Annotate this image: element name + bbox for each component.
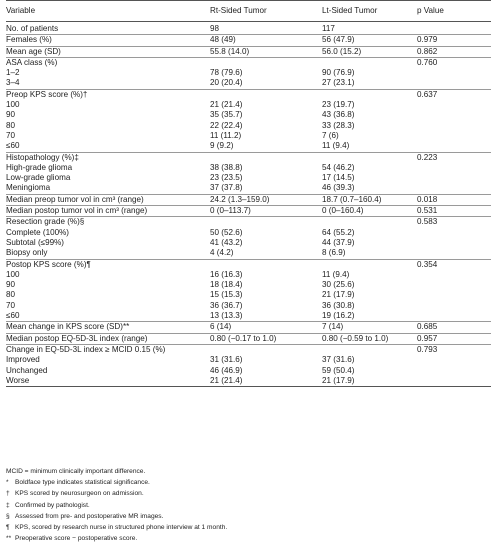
rt-sided-value: 0.80 (−0.17 to 1.0) bbox=[210, 333, 322, 344]
lt-sided-value: 64 (55.2) bbox=[322, 227, 355, 237]
lt-sided-value: 56 (47.9) bbox=[322, 35, 417, 46]
p-value: 0.531 bbox=[417, 206, 491, 217]
row-label: 80 bbox=[6, 290, 16, 300]
data-table bbox=[6, 0, 491, 387]
lt-sided-value: 90 (76.9) bbox=[322, 68, 355, 78]
table-row bbox=[6, 280, 491, 290]
rt-sided-value: 98 bbox=[210, 24, 220, 33]
header-lt-sided: Lt-Sided Tumor bbox=[322, 1, 417, 22]
row-label: 3–4 bbox=[6, 78, 20, 88]
p-value: 0.685 bbox=[417, 322, 491, 333]
table-row bbox=[6, 228, 491, 238]
rt-sided-value bbox=[210, 259, 322, 270]
row-label: Median preop tumor vol in cm³ (range) bbox=[6, 194, 210, 205]
row-label: Unchanged bbox=[6, 365, 48, 375]
rt-sided-value: 36 (36.7) bbox=[210, 300, 243, 310]
rt-sided-value: 21 (21.4) bbox=[210, 376, 322, 387]
footnote-symbol: ** bbox=[6, 535, 12, 543]
footnote-symbol: * bbox=[6, 479, 9, 487]
p-value bbox=[417, 173, 491, 183]
table-row bbox=[6, 355, 491, 365]
lt-sided-value bbox=[322, 217, 417, 228]
p-value: 0.354 bbox=[417, 259, 491, 270]
rt-sided-value: 11 (11.2) bbox=[210, 130, 242, 140]
rt-sided-value: 41 (43.2) bbox=[210, 237, 243, 247]
rt-sided-value: 31 (31.6) bbox=[210, 355, 243, 365]
footnote-line bbox=[6, 466, 227, 477]
rt-sided-value: 50 (52.6) bbox=[210, 227, 243, 237]
p-value bbox=[417, 121, 491, 131]
p-value: 0.760 bbox=[417, 57, 491, 68]
footnote-symbol: † bbox=[6, 490, 10, 498]
p-value: 0.223 bbox=[417, 152, 491, 163]
lt-sided-value: 0.80 (−0.59 to 1.0) bbox=[322, 333, 417, 344]
rt-sided-value: 55.8 (14.0) bbox=[210, 46, 322, 57]
row-label: ≤60 bbox=[6, 141, 20, 151]
table-row bbox=[6, 152, 491, 163]
header-p-value: p Value bbox=[417, 1, 491, 22]
footnote-text: KPS, scored by research nurse in structured phone interview at 1 month. bbox=[15, 524, 228, 532]
table-row bbox=[6, 259, 491, 270]
row-label: ≤60 bbox=[6, 311, 20, 321]
p-value bbox=[417, 78, 491, 89]
rt-sided-value: 23 (23.5) bbox=[210, 173, 243, 183]
table-row bbox=[6, 163, 491, 173]
lt-sided-value: 7 (14) bbox=[322, 322, 417, 333]
lt-sided-value: 59 (50.4) bbox=[322, 365, 355, 375]
lt-sided-value: 30 (25.6) bbox=[322, 280, 355, 290]
row-label: 100 bbox=[6, 100, 20, 110]
p-value bbox=[417, 183, 491, 194]
table-row bbox=[6, 206, 491, 217]
row-label: High-grade glioma bbox=[6, 162, 73, 172]
p-value bbox=[417, 270, 491, 280]
row-label: 1–2 bbox=[6, 68, 20, 78]
lt-sided-value: 44 (37.9) bbox=[322, 237, 355, 247]
lt-sided-value: 54 (46.2) bbox=[322, 162, 355, 172]
table-row bbox=[6, 131, 491, 141]
lt-sided-value: 19 (16.2) bbox=[322, 311, 355, 321]
row-label: Median postop EQ-5D-3L index (range) bbox=[6, 333, 210, 344]
p-value bbox=[417, 22, 491, 35]
lt-sided-value: 43 (36.8) bbox=[322, 110, 355, 120]
table-row bbox=[6, 173, 491, 183]
row-label: Postop KPS score (%)¶ bbox=[6, 259, 210, 270]
table-row bbox=[6, 78, 491, 89]
lt-sided-value: 46 (39.3) bbox=[322, 183, 355, 193]
header-variable: Variable bbox=[6, 1, 210, 22]
footnote-line bbox=[6, 500, 227, 511]
lt-sided-value: 36 (30.8) bbox=[322, 300, 355, 310]
footnote-symbol: ¶ bbox=[6, 524, 10, 532]
rt-sided-value: 4 (4.2) bbox=[210, 248, 234, 258]
table-row bbox=[6, 290, 491, 300]
rt-sided-value: 35 (35.7) bbox=[210, 110, 243, 120]
header-row bbox=[6, 1, 491, 22]
row-label: Mean age (SD) bbox=[6, 46, 210, 57]
row-label: Biopsy only bbox=[6, 248, 48, 258]
table-row bbox=[6, 366, 491, 376]
p-value bbox=[417, 290, 491, 300]
table-row bbox=[6, 194, 491, 205]
table-row bbox=[6, 333, 491, 344]
table-row bbox=[6, 89, 491, 100]
table-row bbox=[6, 248, 491, 259]
row-label: Resection grade (%)§ bbox=[6, 217, 210, 228]
footnote-text: Confirmed by pathologist. bbox=[15, 501, 90, 509]
lt-sided-value bbox=[322, 89, 417, 100]
rt-sided-value: 46 (46.9) bbox=[210, 365, 243, 375]
lt-sided-value bbox=[322, 57, 417, 68]
rt-sided-value: 0 (0–113.7) bbox=[210, 206, 322, 217]
p-value bbox=[417, 301, 491, 311]
table-row bbox=[6, 376, 491, 387]
p-value bbox=[417, 131, 491, 141]
table-row bbox=[6, 344, 491, 355]
footnote-symbol: § bbox=[6, 512, 10, 520]
row-label: 70 bbox=[6, 300, 16, 310]
row-label: Preop KPS score (%)† bbox=[6, 89, 210, 100]
p-value: 0.979 bbox=[417, 35, 491, 46]
table-row bbox=[6, 121, 491, 131]
table-row bbox=[6, 100, 491, 110]
rt-sided-value: 21 (21.4) bbox=[210, 100, 243, 110]
rt-sided-value: 16 (16.3) bbox=[210, 269, 243, 279]
p-value bbox=[417, 238, 491, 248]
footnote-line bbox=[6, 522, 227, 533]
lt-sided-value: 18.7 (0.7–160.4) bbox=[322, 194, 417, 205]
table-body bbox=[6, 22, 491, 387]
p-value bbox=[417, 163, 491, 173]
row-label: 90 bbox=[6, 110, 16, 120]
footnote-symbol: ‡ bbox=[6, 501, 10, 509]
rt-sided-value: 9 (9.2) bbox=[210, 141, 234, 151]
lt-sided-value: 37 (31.6) bbox=[322, 355, 355, 365]
lt-sided-value: 21 (17.9) bbox=[322, 290, 355, 300]
table-row bbox=[6, 46, 491, 57]
row-label: Low-grade glioma bbox=[6, 173, 71, 183]
rt-sided-value: 15 (15.3) bbox=[210, 290, 243, 300]
p-value: 0.018 bbox=[417, 194, 491, 205]
lt-sided-value bbox=[322, 152, 417, 163]
table-row bbox=[6, 110, 491, 120]
p-value: 0.583 bbox=[417, 217, 491, 228]
lt-sided-value: 56.0 (15.2) bbox=[322, 46, 417, 57]
p-value bbox=[417, 311, 491, 322]
table-row bbox=[6, 311, 491, 322]
p-value bbox=[417, 228, 491, 238]
lt-sided-value: 21 (17.9) bbox=[322, 376, 417, 387]
row-label: Subtotal (≤99%) bbox=[6, 237, 64, 247]
lt-sided-value bbox=[322, 344, 417, 355]
lt-sided-value: 11 (9.4) bbox=[322, 269, 350, 279]
row-label: ASA class (%) bbox=[6, 57, 210, 68]
table-row bbox=[6, 57, 491, 68]
p-value bbox=[417, 355, 491, 365]
footnote-text: Boldface type indicates statistical significance. bbox=[15, 479, 150, 487]
rt-sided-value bbox=[210, 89, 322, 100]
row-label: 90 bbox=[6, 280, 16, 290]
p-value bbox=[417, 110, 491, 120]
footnote-line bbox=[6, 477, 227, 488]
footnote-text: Preoperative score − postoperative score. bbox=[15, 535, 138, 543]
table-row bbox=[6, 301, 491, 311]
row-label: Worse bbox=[6, 376, 210, 387]
rt-sided-value: 22 (22.4) bbox=[210, 120, 243, 130]
rt-sided-value: 78 (79.6) bbox=[210, 68, 243, 78]
rt-sided-value bbox=[210, 57, 322, 68]
lt-sided-value: 17 (14.5) bbox=[322, 173, 355, 183]
lt-sided-value: 0 (0–160.4) bbox=[322, 206, 417, 217]
row-label: 100 bbox=[6, 269, 20, 279]
rt-sided-value: 6 (14) bbox=[210, 322, 322, 333]
row-label: Complete (100%) bbox=[6, 227, 69, 237]
p-value bbox=[417, 248, 491, 259]
row-label: Histopathology (%)‡ bbox=[6, 152, 210, 163]
header-rt-sided: Rt-Sided Tumor bbox=[210, 1, 322, 22]
footnote-line bbox=[6, 533, 227, 544]
p-value: 0.637 bbox=[417, 89, 491, 100]
rt-sided-value: 18 (18.4) bbox=[210, 280, 243, 290]
rt-sided-value: 48 (49) bbox=[210, 35, 322, 46]
rt-sided-value: 20 (20.4) bbox=[210, 78, 243, 88]
rt-sided-value: 37 (37.8) bbox=[210, 183, 243, 193]
lt-sided-value: 11 (9.4) bbox=[322, 141, 350, 151]
footnote-line bbox=[6, 511, 227, 522]
lt-sided-value: 27 (23.1) bbox=[322, 78, 355, 88]
row-label: Change in EQ-5D-3L index ≥ MCID 0.15 (%) bbox=[6, 344, 210, 355]
p-value: 0.862 bbox=[417, 46, 491, 57]
lt-sided-value: 7 (6) bbox=[322, 130, 339, 140]
row-label: Mean change in KPS score (SD)** bbox=[6, 322, 210, 333]
rt-sided-value: 24.2 (1.3–159.0) bbox=[210, 194, 322, 205]
footnote-text: KPS scored by neurosurgeon on admission. bbox=[15, 490, 144, 498]
row-label: 80 bbox=[6, 120, 16, 130]
table-row bbox=[6, 238, 491, 248]
footnotes bbox=[6, 466, 227, 544]
table-row bbox=[6, 183, 491, 194]
lt-sided-value: 8 (6.9) bbox=[322, 248, 346, 258]
row-label: Median postop tumor vol in cm³ (range) bbox=[6, 206, 210, 217]
footnote-text: MCID = minimum clinically important difference. bbox=[6, 468, 146, 475]
p-value bbox=[417, 366, 491, 376]
rt-sided-value: 13 (13.3) bbox=[210, 311, 243, 321]
p-value bbox=[417, 280, 491, 290]
rt-sided-value bbox=[210, 217, 322, 228]
row-label: Improved bbox=[6, 355, 40, 365]
rt-sided-value: 38 (38.8) bbox=[210, 162, 243, 172]
footnote-line bbox=[6, 488, 227, 499]
lt-sided-value: 23 (19.7) bbox=[322, 100, 355, 110]
lt-sided-value: 117 bbox=[322, 24, 335, 33]
p-value bbox=[417, 376, 491, 387]
table-row bbox=[6, 270, 491, 280]
table-row bbox=[6, 35, 491, 46]
lt-sided-value bbox=[322, 259, 417, 270]
table-row bbox=[6, 322, 491, 333]
p-value: 0.793 bbox=[417, 344, 491, 355]
rt-sided-value bbox=[210, 152, 322, 163]
table-row bbox=[6, 141, 491, 152]
table-row bbox=[6, 68, 491, 78]
lt-sided-value: 33 (28.3) bbox=[322, 120, 355, 130]
row-label: 70 bbox=[6, 130, 16, 140]
table-row bbox=[6, 217, 491, 228]
row-label: Females (%) bbox=[6, 35, 210, 46]
rt-sided-value bbox=[210, 344, 322, 355]
p-value bbox=[417, 141, 491, 152]
table-row bbox=[6, 22, 491, 35]
p-value bbox=[417, 68, 491, 78]
row-label: No. of patients bbox=[6, 24, 59, 33]
p-value: 0.957 bbox=[417, 333, 491, 344]
footnote-text: Assessed from pre- and postoperative MR images. bbox=[15, 512, 164, 520]
p-value bbox=[417, 100, 491, 110]
row-label: Meningioma bbox=[6, 183, 51, 193]
